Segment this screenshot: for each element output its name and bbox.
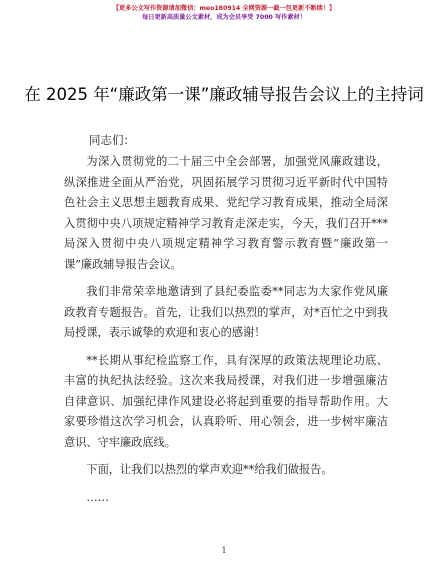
document-title: 在 2025 年“廉政第一课”廉政辅导报告会议上的主持词	[24, 85, 424, 104]
page-number: 1	[221, 546, 227, 555]
greeting: 同志们：	[89, 133, 135, 147]
paragraph: **长期从事纪检监察工作，具有深厚的政策法规理论功底、丰富的执纪执法经验。这次来我局授课，对我们进一步增强廉洁自律意识、加强纪律作风建设必将起到重要的指导帮助作用。大家要珍惜这次学习机会，认真聆听、用心领会，进一步树牢廉洁意识、守牢廉政底线。	[64, 353, 388, 449]
paragraph: 下面，让我们以热烈的掌声欢迎**给我们做报告。	[86, 463, 333, 476]
document-body	[64, 152, 388, 515]
paragraph: 我们非常荣幸地邀请到了县纪委监委**同志为大家作党风廉政教育专题报告。首先，让我们以热烈的掌声，对*百忙之中到我局授课，表示诚挚的欢迎和衷心的感谢！	[64, 285, 388, 339]
promo-banner-line1: 【更多公文写作资源请加微信：meo180914 全网资源一截一包更新不断续！】	[112, 5, 336, 12]
promo-banner	[0, 4, 448, 22]
promo-banner-line2: 每日更新高质量公文素材，成为会员享受 7000 写作素材！	[142, 14, 306, 21]
paragraph: 为深入贯彻党的二十届三中全会部署，加强党风廉政建设，纵深推进全面从严治党，巩固拓展学习贯彻习近平新时代中国特色社会主义思想主题教育成果、党纪学习教育成果，推动全局深入贯彻中央八项规定精神学习教育走深走实，今天，我们召开***局深入贯彻中央八项规定精神学习教育警示教育暨“廉政第一课”廉政辅导报告会议。	[64, 155, 388, 271]
ellipsis: ……	[86, 490, 109, 504]
